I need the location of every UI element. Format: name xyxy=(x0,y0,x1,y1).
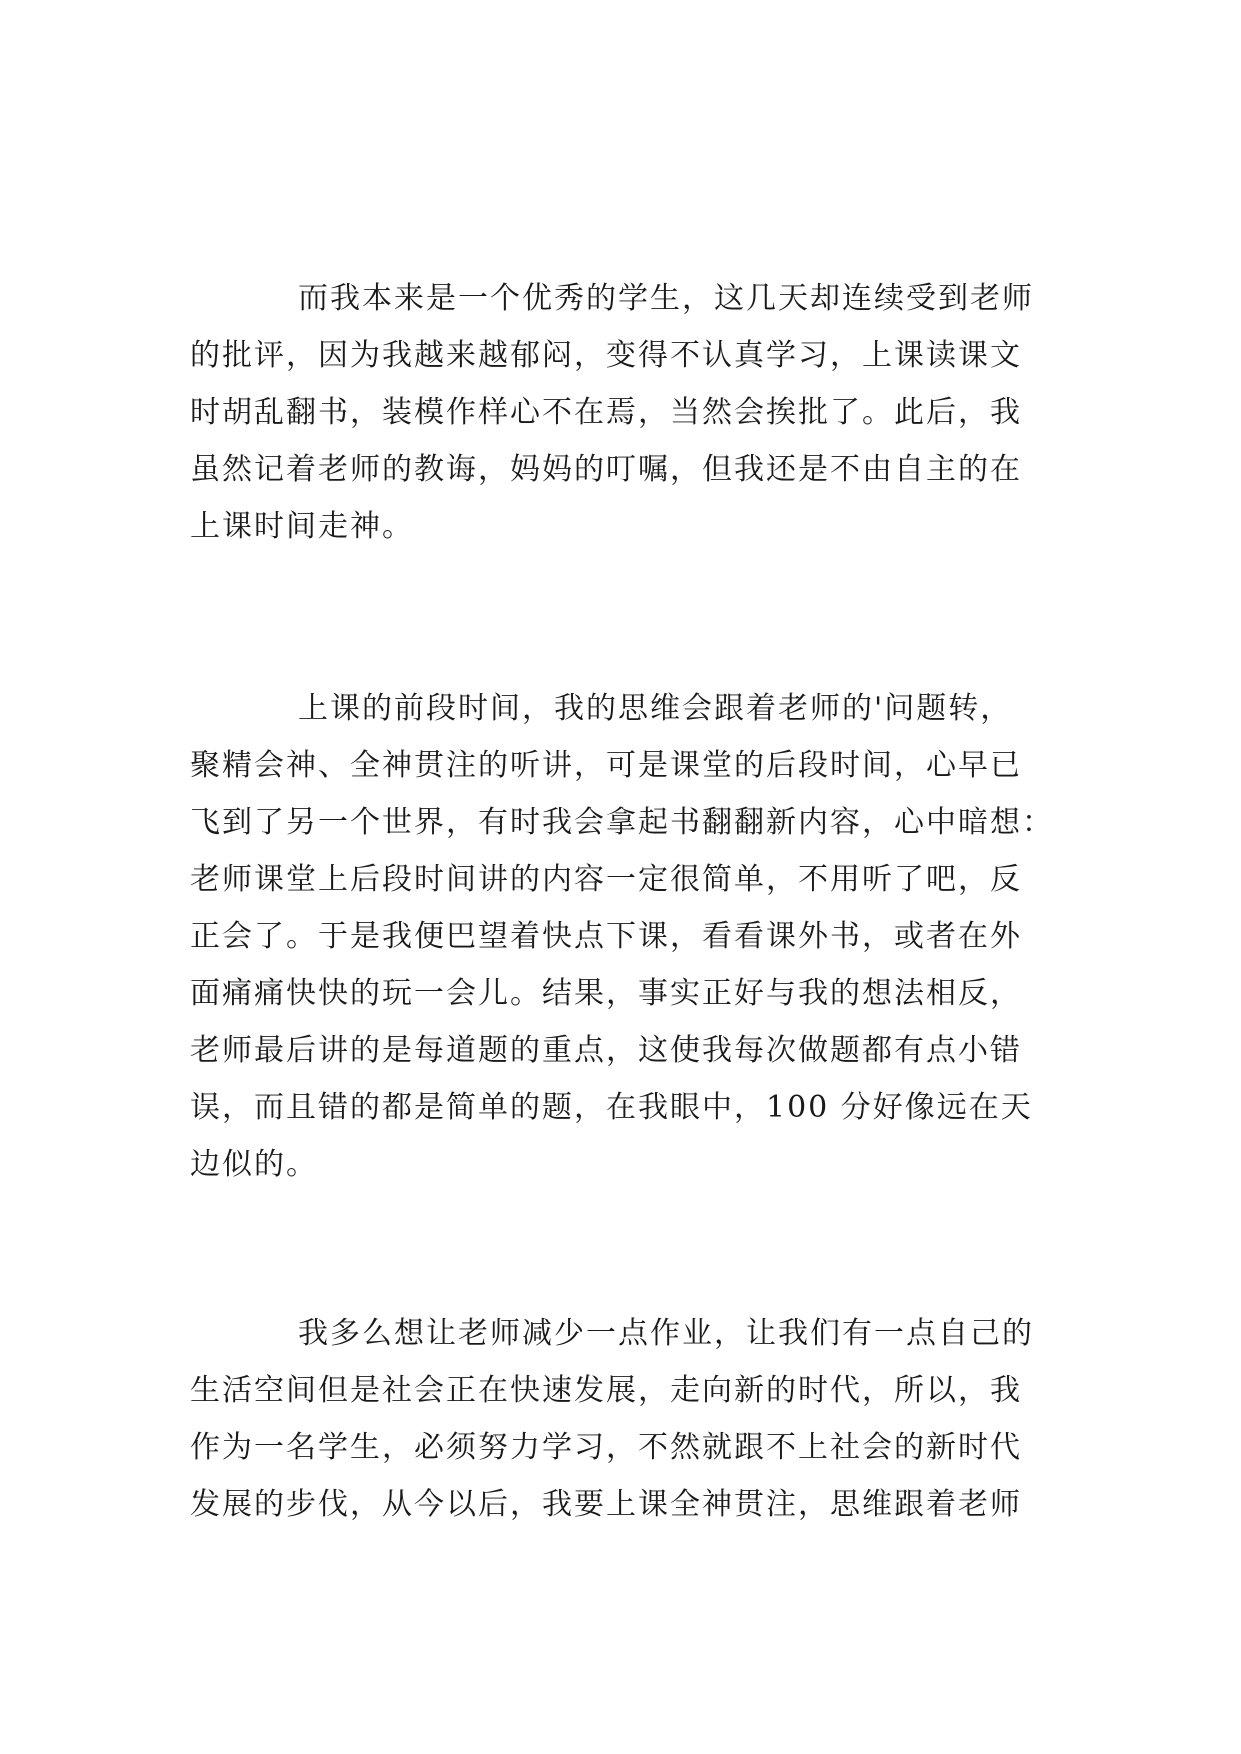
paragraph-line: 的批评，因为我越来越郁闷，变得不认真学习，上课读课文 xyxy=(190,338,1022,373)
paragraph-line: 虽然记着老师的教诲，妈妈的叮嘱，但我还是不由自主的在 xyxy=(190,452,1022,487)
paragraph-line: 正会了。于是我便巴望着快点下课，看看课外书，或者在外 xyxy=(190,919,1022,954)
paragraph-line: 时胡乱翻书，装模作样心不在焉，当然会挨批了。此后，我 xyxy=(190,395,1022,430)
paragraph-line: 作为一名学生，必须努力学习，不然就跟不上社会的新时代 xyxy=(190,1430,1022,1465)
paragraph-line: 面痛痛快快的玩一会儿。结果，事实正好与我的想法相反， xyxy=(190,976,1022,1011)
paragraph-line: 误，而且错的都是简单的题，在我眼中，100 分好像远在天 xyxy=(190,1090,1033,1125)
paragraph-line: 老师课堂上后段时间讲的内容一定很简单，不用听了吧，反 xyxy=(190,862,1022,897)
paragraph-line: 上课的前段时间，我的思维会跟着老师的'问题转， xyxy=(298,691,1013,726)
paragraph-line: 上课时间走神。 xyxy=(190,509,414,544)
paragraph-2 xyxy=(190,680,1060,1193)
paragraph-line: 而我本来是一个优秀的学生，这几天却连续受到老师 xyxy=(298,281,1034,316)
paragraph-line: 我多么想让老师减少一点作业，让我们有一点自己的 xyxy=(298,1316,1034,1351)
paragraph-line: 发展的步伐，从今以后，我要上课全神贯注，思维跟着老师 xyxy=(190,1487,1022,1522)
paragraph-line: 生活空间但是社会正在快速发展，走向新的时代，所以，我 xyxy=(190,1373,1022,1408)
paragraph-3 xyxy=(190,1305,1060,1533)
paragraph-1 xyxy=(190,270,1060,555)
paragraph-line: 飞到了另一个世界，有时我会拿起书翻翻新内容，心中暗想： xyxy=(190,805,1054,840)
paragraph-line: 聚精会神、全神贯注的听讲，可是课堂的后段时间，心早已 xyxy=(190,748,1022,783)
paragraph-line: 边似的。 xyxy=(190,1147,318,1182)
paragraph-line: 老师最后讲的是每道题的重点，这使我每次做题都有点小错 xyxy=(190,1033,1022,1068)
